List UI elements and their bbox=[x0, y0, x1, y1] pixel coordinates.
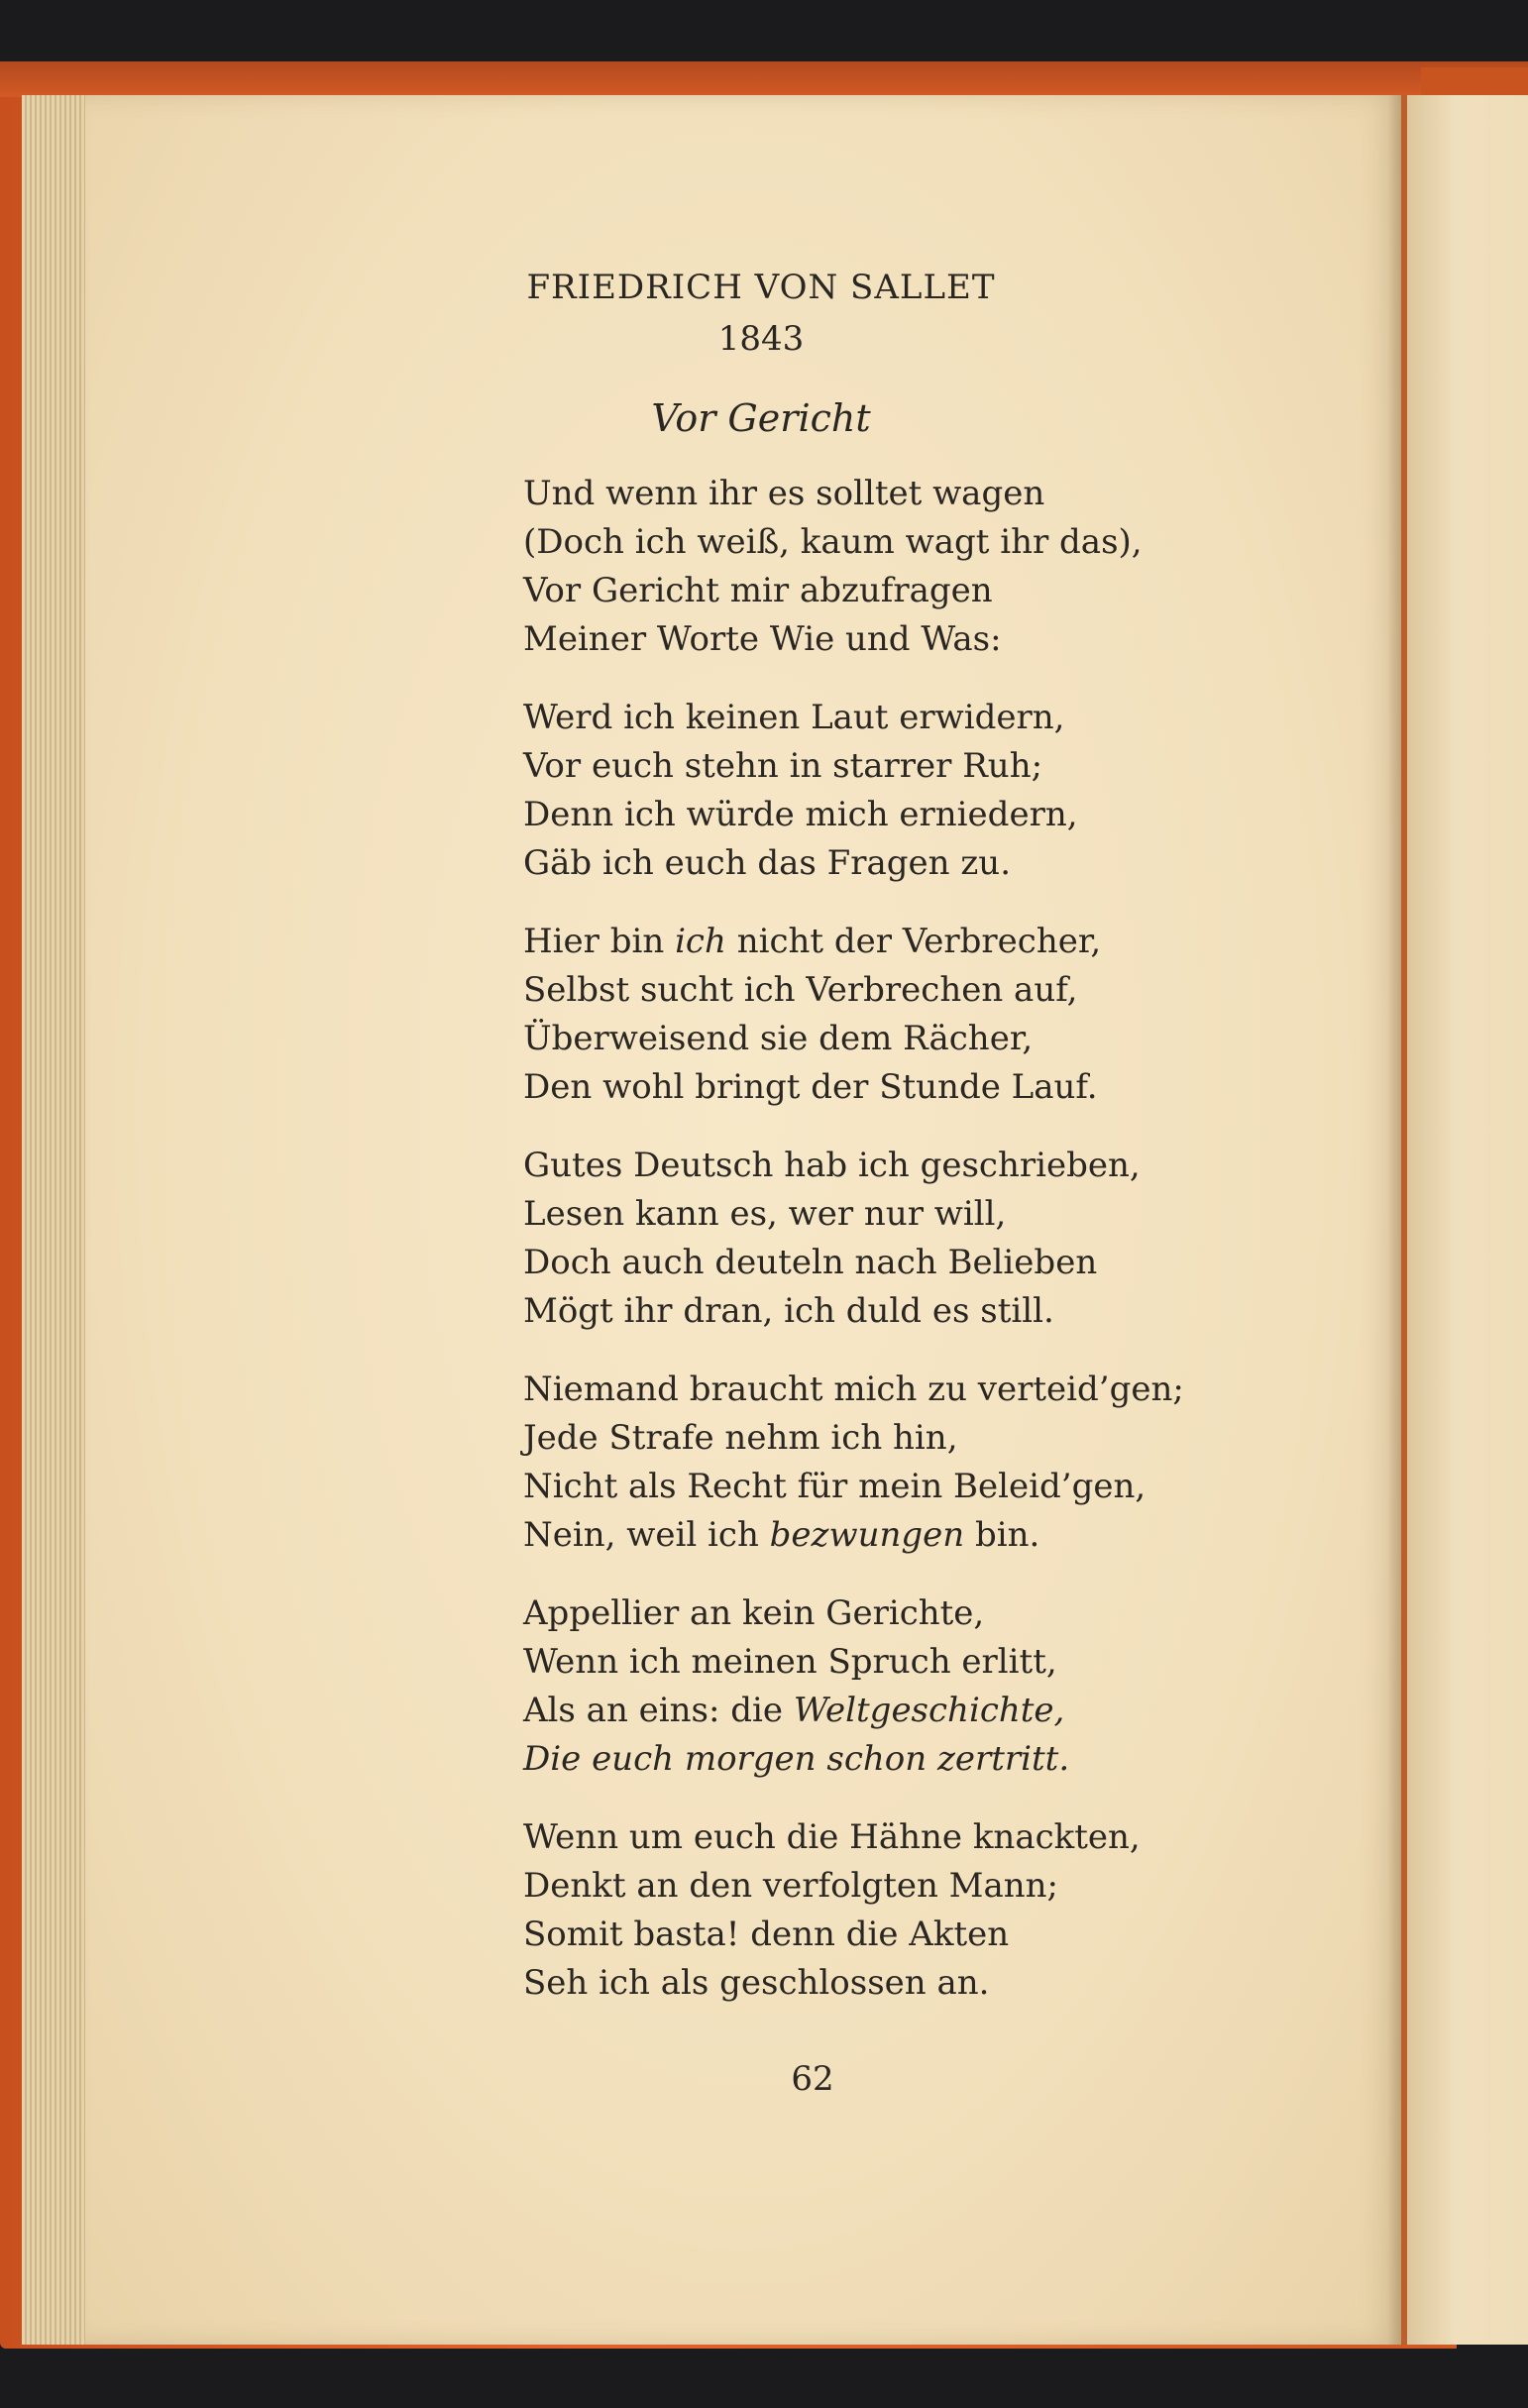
poem-line: Überweisend sie dem Rächer, bbox=[523, 1019, 1034, 1058]
line-text: Nein, weil ich bbox=[523, 1515, 770, 1555]
poem-line: Selbst sucht ich Verbrechen auf, bbox=[523, 970, 1078, 1010]
poem-line: Vor Gericht mir abzufragen bbox=[523, 571, 993, 610]
poem-line: Gäb ich euch das Fragen zu. bbox=[523, 843, 1012, 883]
page-number: 62 bbox=[791, 2059, 834, 2099]
poem-line: Doch auch deuteln nach Belieben bbox=[523, 1243, 1098, 1282]
line-italic-text: Weltgeschichte, bbox=[793, 1691, 1065, 1730]
line-italic-text: ich bbox=[675, 922, 726, 961]
poem-line: (Doch ich weiß, kaum wagt ihr das), bbox=[523, 522, 1143, 562]
poem-line: Seh ich als geschlossen an. bbox=[523, 1963, 990, 2003]
stanza bbox=[523, 1589, 1217, 1784]
poem-line: Jede Strafe nehm ich hin, bbox=[523, 1418, 958, 1458]
stanza bbox=[523, 694, 1217, 888]
stanza bbox=[523, 1142, 1217, 1336]
stanza bbox=[523, 1813, 1217, 2008]
line-text: nicht der Verbrecher, bbox=[725, 922, 1102, 961]
poem-line: Wenn ich meinen Spruch erlitt, bbox=[523, 1642, 1057, 1682]
poem-line: Werd ich keinen Laut erwidern, bbox=[523, 698, 1065, 737]
poem-line: Und wenn ihr es solltet wagen bbox=[523, 474, 1045, 513]
line-text: Hier bin bbox=[523, 922, 676, 961]
stanza bbox=[523, 470, 1217, 664]
poem-line: Den wohl bringt der Stunde Lauf. bbox=[523, 1067, 1098, 1107]
poem-line bbox=[523, 1687, 1217, 1735]
poem-line: Somit basta! denn die Akten bbox=[523, 1915, 1010, 1954]
poem-line: Lesen kann es, wer nur will, bbox=[523, 1194, 1007, 1234]
stanza bbox=[523, 1366, 1217, 1560]
poem-line bbox=[523, 1735, 1217, 1784]
poem-line: Niemand braucht mich zu verteid’gen; bbox=[523, 1369, 1184, 1409]
line-text: bin. bbox=[964, 1515, 1040, 1555]
poem-line bbox=[523, 1511, 1217, 1560]
poem-line: Appellier an kein Gerichte, bbox=[523, 1593, 985, 1633]
poem-line: Wenn um euch die Hähne knackten, bbox=[523, 1817, 1141, 1857]
year-heading: 1843 bbox=[717, 319, 805, 359]
poem-line: Denn ich würde mich erniedern, bbox=[523, 795, 1078, 834]
poem-line: Nicht als Recht für mein Beleid’gen, bbox=[523, 1467, 1146, 1506]
line-italic-text: bezwungen bbox=[769, 1515, 965, 1555]
line-text: Als an eins: die bbox=[523, 1691, 794, 1730]
line-italic-text: Die euch morgen schon zertritt. bbox=[523, 1739, 1070, 1779]
poem-line: Mögt ihr dran, ich duld es still. bbox=[523, 1291, 1054, 1331]
poem-line: Vor euch stehn in starrer Ruh; bbox=[523, 746, 1043, 786]
poem-line: Gutes Deutsch hab ich geschrieben, bbox=[523, 1146, 1141, 1185]
poem-title: Vor Gericht bbox=[651, 396, 871, 440]
poem-line: Denkt an den verfolgten Mann; bbox=[523, 1866, 1059, 1906]
author-heading: FRIEDRICH VON SALLET bbox=[526, 268, 996, 307]
stanza bbox=[523, 918, 1217, 1112]
poem-line: Meiner Worte Wie und Was: bbox=[523, 619, 1002, 659]
poem-line bbox=[523, 918, 1217, 966]
